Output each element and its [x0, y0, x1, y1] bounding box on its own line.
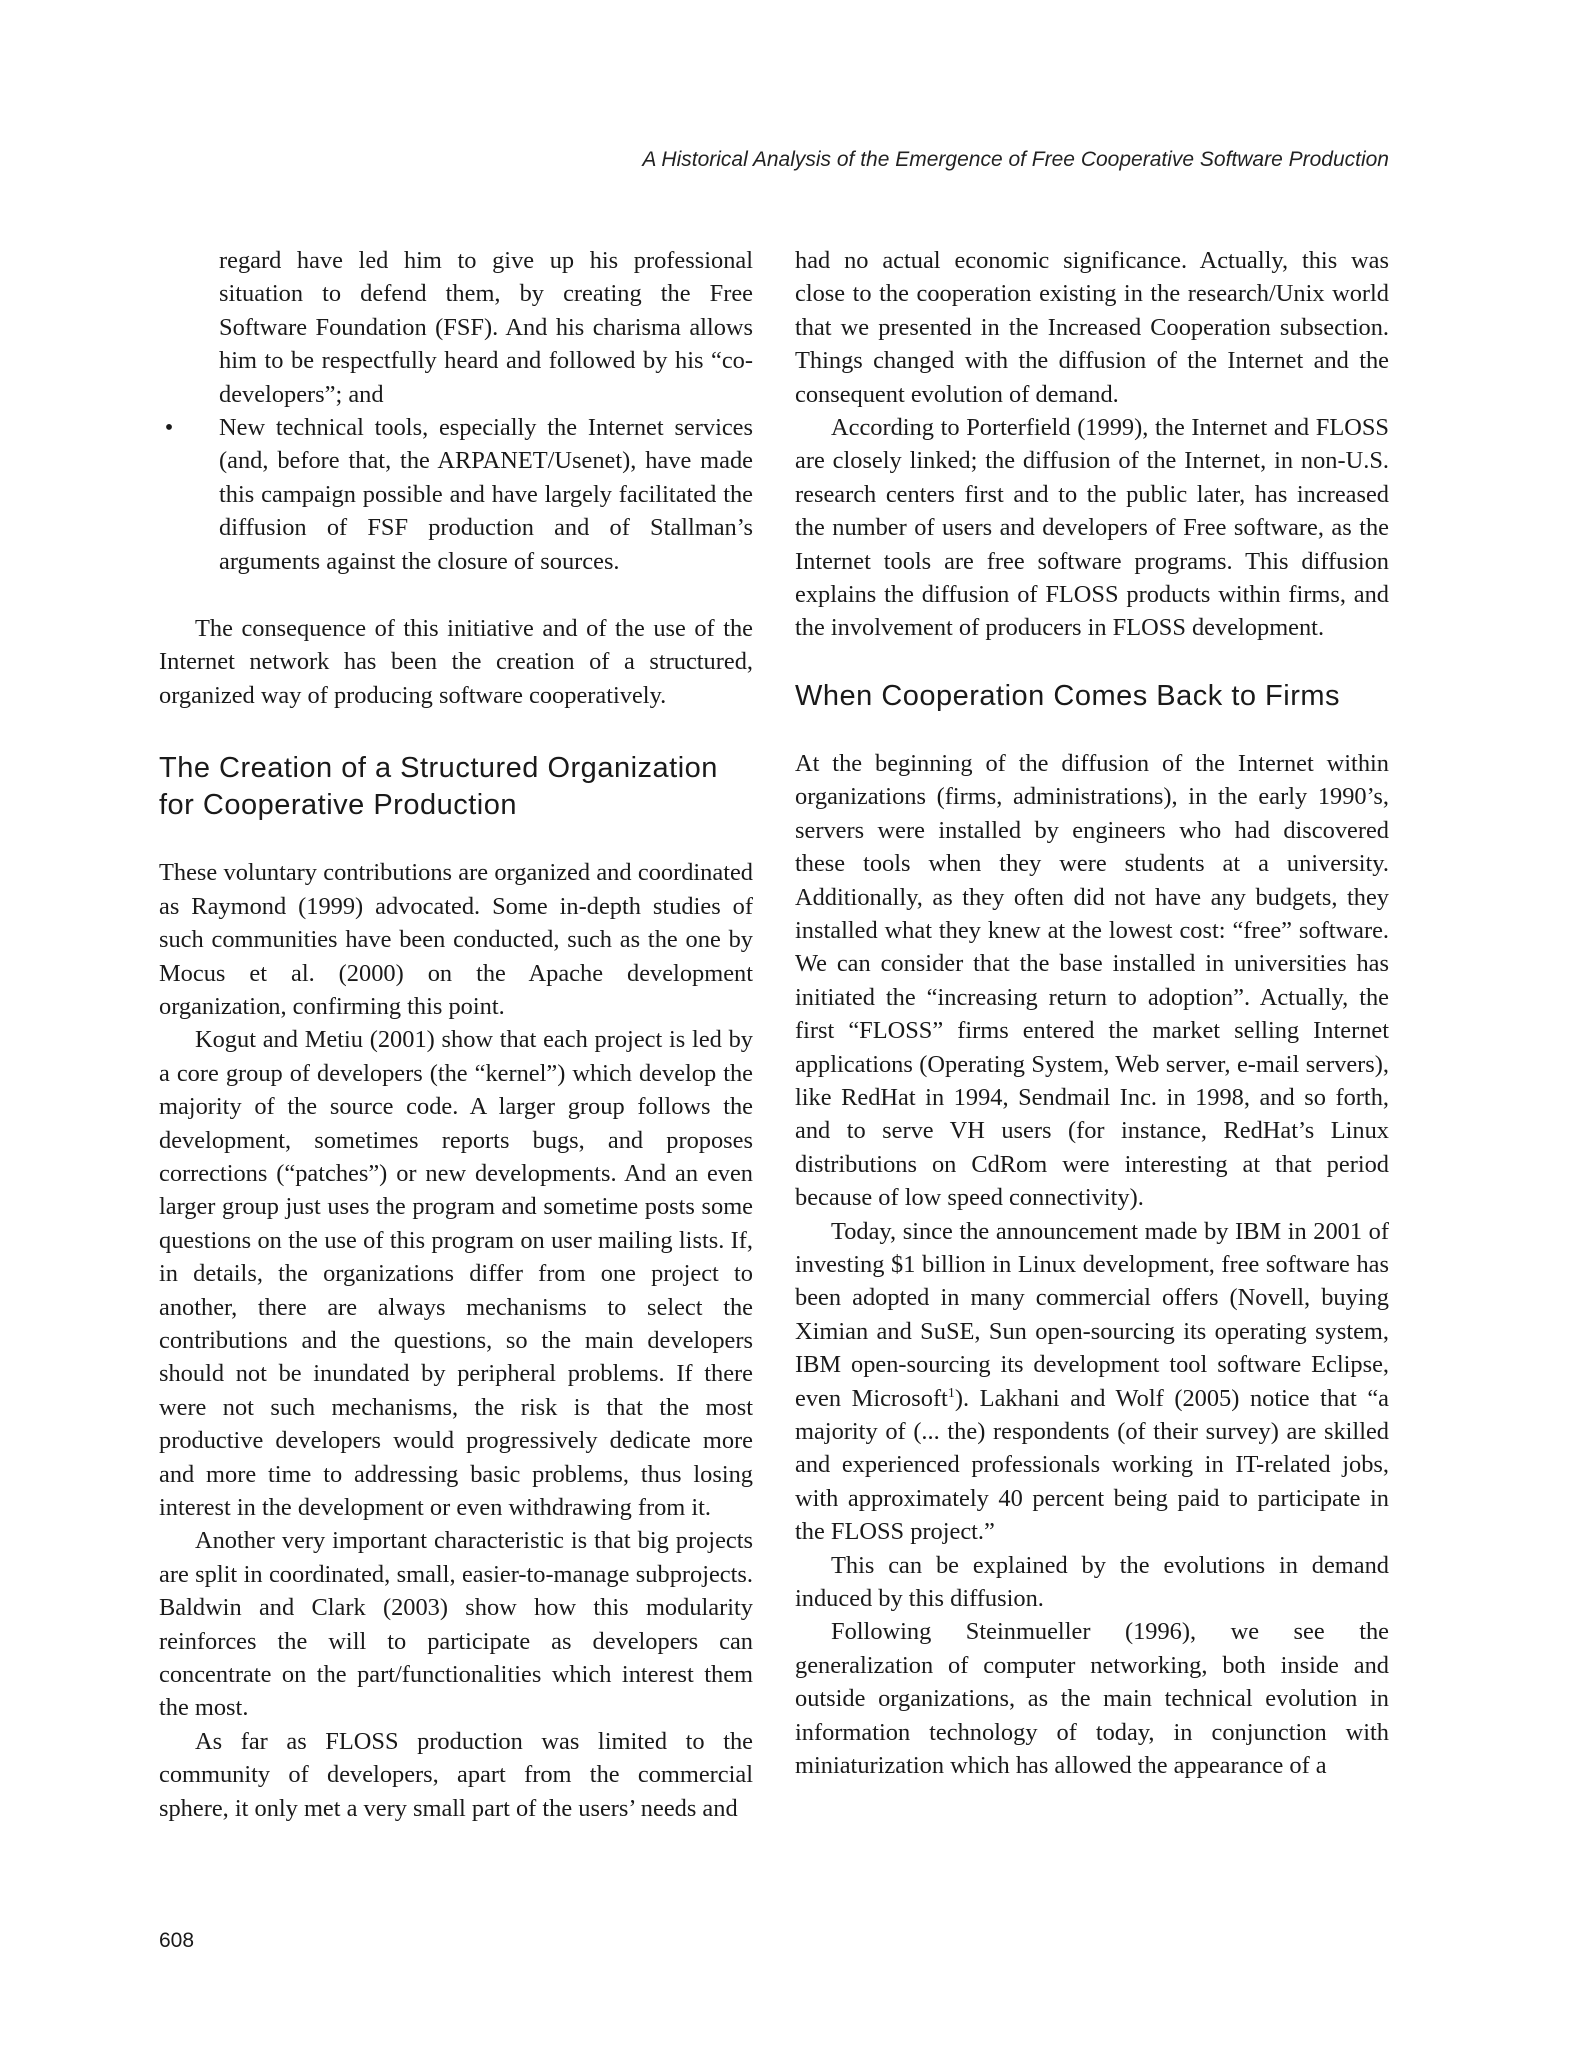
paragraph-text: Today, since the announcement made by IBM in 2001 of investing $1 billion in Linux development, free software has been adopted in many commercial offers (Novell, buying Ximian and SuSE, Sun open-sourcing its operating system, IBM open-sourcing its development tool software Eclipse, even Microsoft [795, 1217, 1389, 1412]
section-heading: The Creation of a Structured Organization for Cooperative Production [159, 752, 718, 822]
paragraph: Kogut and Metiu (2001) show that each project is led by a core group of developers (the “kernel”) which develop the majority of the source code. A larger group follows the development, sometimes reports bugs, and proposes corrections (“patches”) or new developments. And an even larger group just uses the program and sometime posts some questions on the use of this program on user mailing lists. If, in details, the organizations differ from one project to another, there are always mechanisms to select the contributions and the questions, so the main developers should not be inundated by peripheral problems. If there were not such mechanisms, the risk is that the most productive developers would progressively dedicate more and more time to addressing basic problems, thus losing interest in the development or even withdrawing from it. [159, 1026, 753, 1521]
paragraph: This can be explained by the evolutions in demand induced by this diffusion. [795, 1551, 1389, 1613]
footnote-marker[interactable]: 1 [947, 1385, 955, 1401]
bullet-list [159, 244, 753, 578]
paragraph [795, 1215, 1389, 1549]
paragraph: These voluntary contributions are organized and coordinated as Raymond (1999) advocated. Some in-depth studies of such communities have been conducted, such as the one by Mocus et al. (2000) on the Apache development organization, confirming this point. [159, 859, 753, 1020]
bullet-item-continued [159, 244, 753, 411]
paragraph: Following Steinmueller (1996), we see the generalization of computer networking, both inside and outside organizations, as the main technical evolution in information technology of today, in conjunction with miniaturization which has allowed the appearance of a [795, 1618, 1389, 1780]
paragraph: The consequence of this initiative and of the use of the Internet network has been the creation of a structured, organized way of producing software cooperatively. [159, 615, 753, 709]
running-head: A Historical Analysis of the Emergence of Free Cooperative Software Production [642, 148, 1389, 171]
paragraph: As far as FLOSS production was limited to the community of developers, apart from the commercial sphere, it only met a very small part of the users’ needs and [159, 1727, 753, 1822]
bullet-text: New technical tools, especially the Internet services (and, before that, the ARPANET/Usenet), have made this campaign possible and have largely facilitated the diffusion of FSF production and of Stallman’s arguments against the closure of sources. [219, 414, 753, 575]
paragraph: had no actual economic significance. Actually, this was close to the cooperation existing in the research/Unix world that we presented in the Increased Cooperation subsection. Things changed with the diffusion of the Internet and the consequent evolution of demand. [795, 247, 1389, 408]
paragraph: Another very important characteristic is that big projects are split in coordinated, small, easier-to-manage subprojects. Baldwin and Clark (2003) show how this modularity reinforces the will to participate as developers can concentrate on the part/functionalities which interest them the most. [159, 1527, 753, 1722]
page-number: 608 [159, 1929, 195, 1952]
paragraph: According to Porterfield (1999), the Internet and FLOSS are closely linked; the diffusion of the Internet, in non-U.S. research centers first and to the public later, has increased the number of users and developers of Free software, as the Internet tools are free software programs. This diffusion explains the diffusion of FLOSS products within firms, and the involvement of producers in FLOSS development. [795, 414, 1389, 642]
paragraph: At the beginning of the diffusion of the Internet within organizations (firms, administrations), in the early 1990’s, servers were installed by engineers who had discovered these tools when they were students at a university. Additionally, as they often did not have any budgets, they installed what they knew at the lowest cost: “free” software. We can consider that the base installed in universities has initiated the “increasing return to adoption”. Actually, the first “FLOSS” firms entered the market selling Internet applications (Operating System, Web server, e-mail servers), like RedHat in 1994, Sendmail Inc. in 1998, and so forth, and to serve VH users (for instance, RedHat’s Linux distributions on CdRom were interesting at that period because of low speed connectivity). [795, 749, 1389, 1212]
section-heading: When Cooperation Comes Back to Firms [795, 679, 1341, 712]
left-column [159, 244, 753, 1825]
bullet-marker: • [164, 414, 174, 442]
bullet-text: regard have led him to give up his professional situation to defend them, by creating the Free Software Foundation (FSF). And his charisma allows him to be respectfully heard and followed by his “co-developers”; and [219, 247, 753, 408]
bullet-item [159, 411, 753, 578]
right-column [795, 244, 1389, 1782]
paragraph-text: ). Lakhani and Wolf (2005) notice that “a majority of (... the) respondents (of their survey) are skilled and experienced professionals working in IT-related jobs, with approximately 40 percent being paid to participate in the FLOSS project.” [795, 1384, 1389, 1546]
